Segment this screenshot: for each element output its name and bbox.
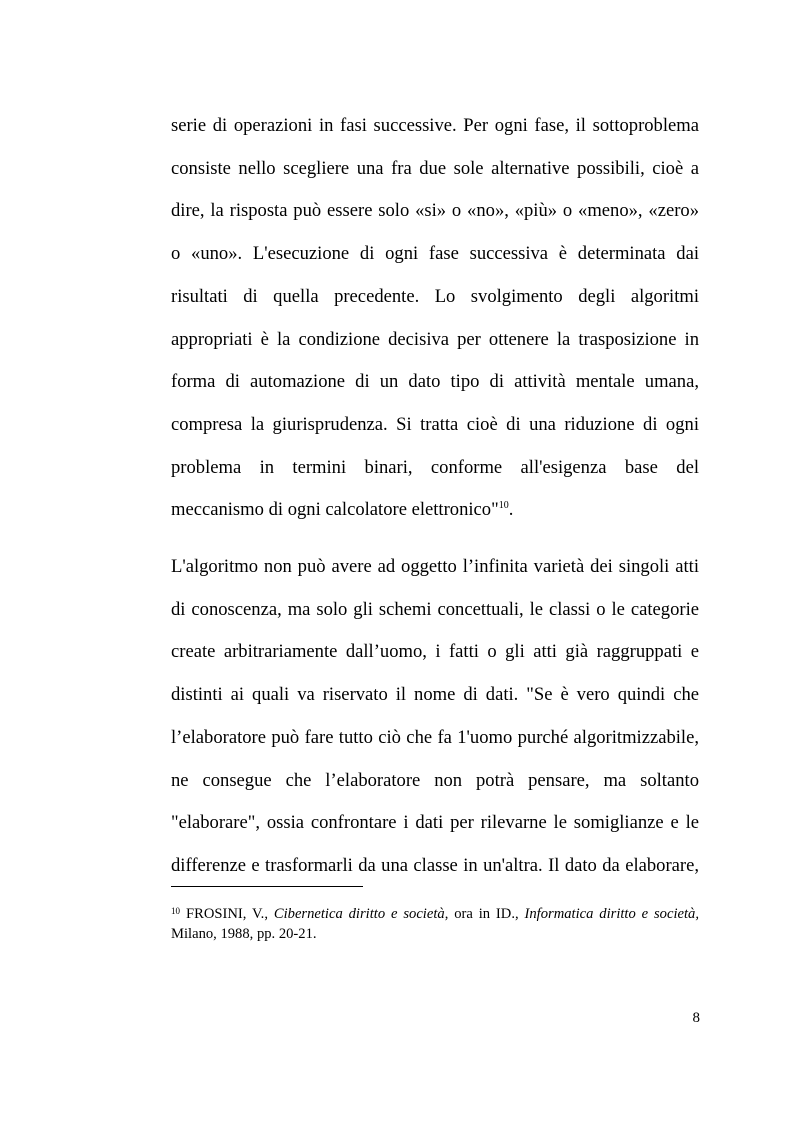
text-line: ne consegue che l’elaboratore non potrà pensare, ma soltanto [171, 769, 699, 791]
footnote-title-1: Cibernetica diritto e società [273, 906, 445, 922]
footnote-reference[interactable]: 10 [498, 500, 509, 512]
footnote-number: 10 [171, 906, 180, 916]
paragraph-2 [171, 546, 699, 888]
text-line: L'algoritmo non può avere ad oggetto l’infinita varietà dei singoli atti [171, 556, 699, 577]
footnote [171, 904, 699, 944]
footnote-line-last: Milano, 1988, pp. 20-21. [171, 926, 317, 942]
text-line: appropriati è la condizione decisiva per ottenere la trasposizione in [171, 328, 699, 350]
footnote-divider [171, 886, 363, 887]
text-line: serie di operazioni in fasi successive. Per ogni fase, il sottoproblema [171, 115, 699, 136]
text-line-last [171, 489, 699, 532]
text-line: problema in termini binari, conforme all'esigenza base del [171, 456, 699, 478]
text-line: "elaborare", ossia confrontare i dati per rilevarne le somiglianze e le [171, 812, 699, 834]
text-line: forma di automazione di un dato tipo di attività mentale umana, [171, 371, 699, 393]
footnote-author: FROSINI, V., [186, 906, 268, 922]
text-line: distinti ai quali va riservato il nome di dati. "Se è vero quindi che [171, 684, 699, 706]
text-line: differenze e trasformarli da una classe in un'altra. Il dato da elaborare, [171, 854, 699, 876]
footnote-line [171, 904, 699, 924]
text-line: o «uno». L'esecuzione di ogni fase successiva è determinata dai [171, 243, 699, 265]
page-number: 8 [692, 1010, 700, 1026]
paragraph-1 [171, 105, 699, 532]
text-line: create arbitrariamente dall’uomo, i fatti o gli atti già raggruppati e [171, 641, 699, 663]
text-line: compresa la giurisprudenza. Si tratta cioè di una riduzione di ogni [171, 413, 699, 435]
text-line: l’elaboratore può fare tutto ciò che fa 1'uomo purché algoritmizzabile, [171, 726, 699, 748]
text-line-content: meccanismo di ogni calcolatore elettronico" [171, 499, 499, 521]
text-line: dire, la risposta può essere solo «si» o «no», «più» o «meno», «zero» [171, 200, 699, 222]
text-line: di conoscenza, ma solo gli schemi concettuali, le classi o le categorie [171, 598, 699, 620]
text-line: consiste nello scegliere una fra due sole alternative possibili, cioè a [171, 157, 699, 179]
end-punctuation: . [508, 499, 514, 521]
text-line: risultati di quella precedente. Lo svolgimento degli algoritmi [171, 285, 699, 307]
footnote-title-2: Informatica diritto e società, [524, 906, 699, 922]
footnote-mid: , ora in ID., [444, 906, 519, 922]
